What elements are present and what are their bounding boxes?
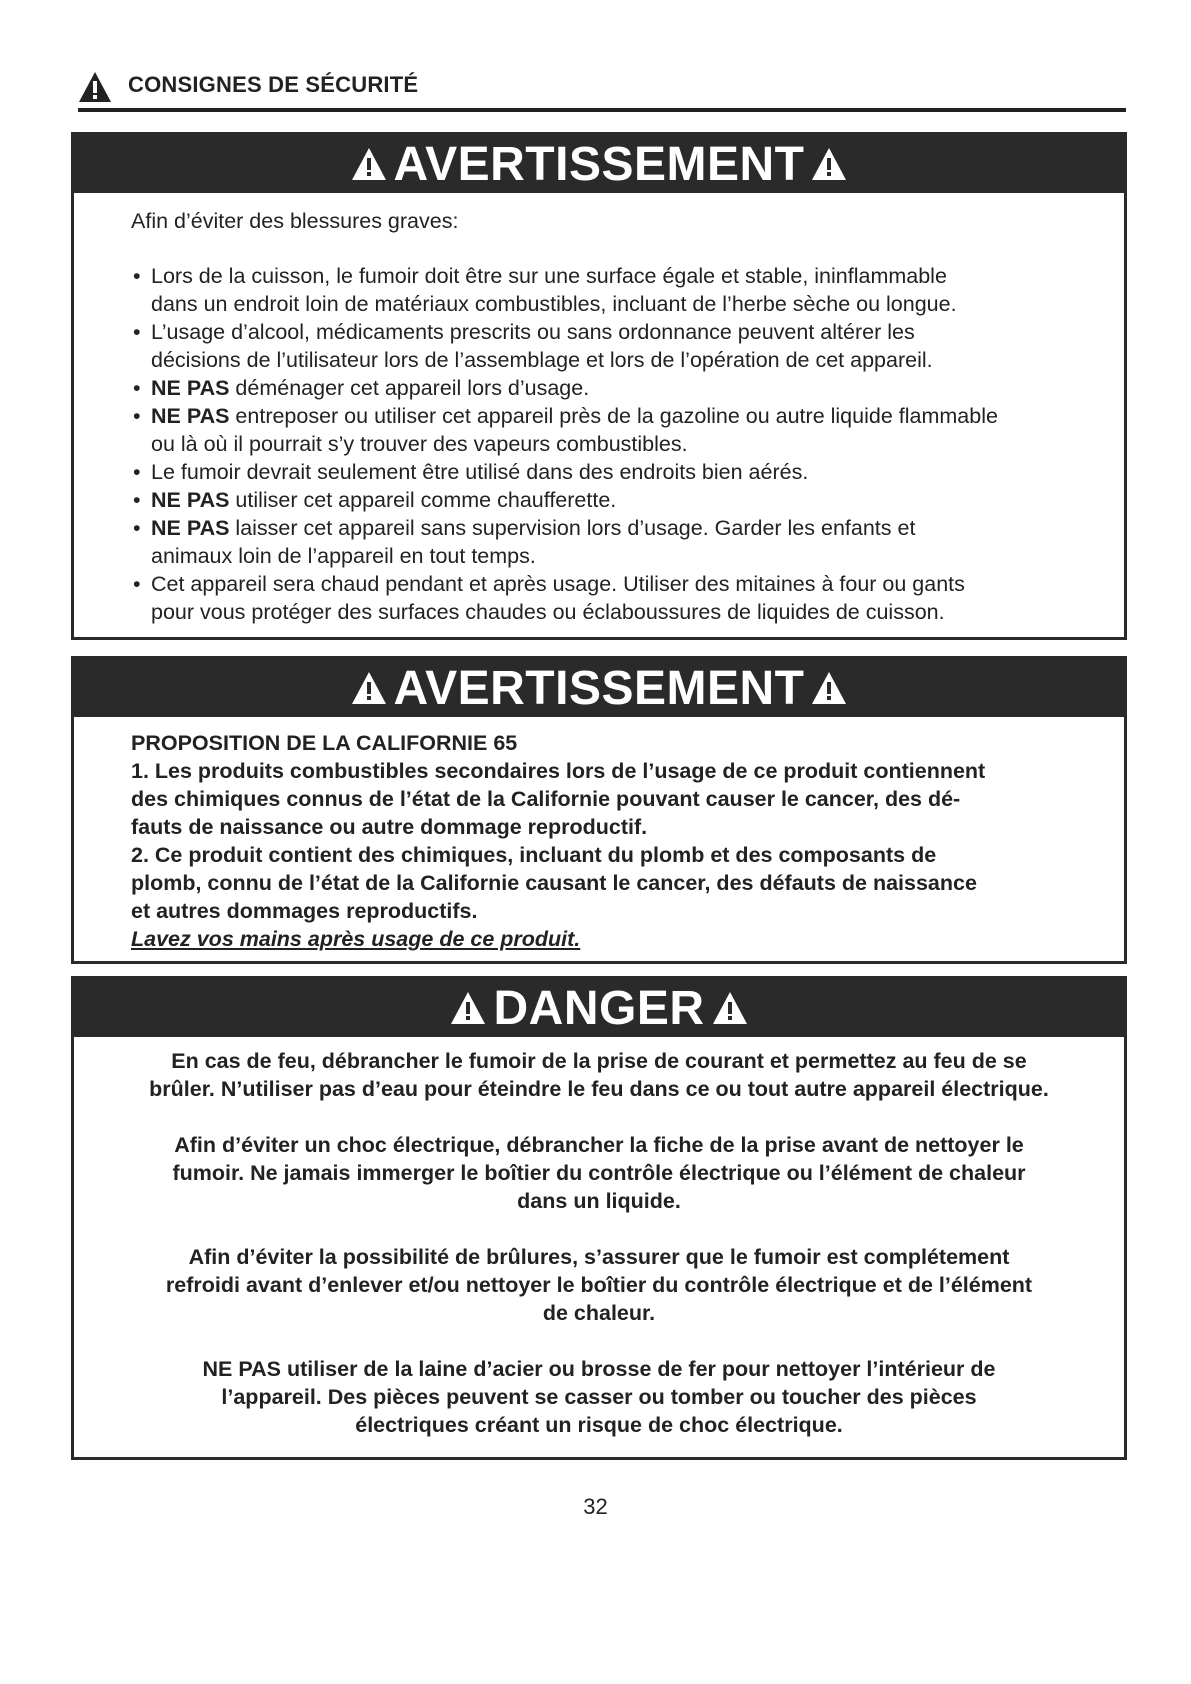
list-item: • NE PAS laisser cet appareil sans supervision lors d’usage. Garder les enfants et animaux loin de l’appareil en tout temps. xyxy=(131,514,1124,570)
prop65-line: et autres dommages reproductifs. xyxy=(131,899,478,923)
page-number: 32 xyxy=(583,1494,608,1519)
danger-paragraph: Afin d’éviter la possibilité de brûlures, s’assurer que le fumoir est complétement refroidi avant d’enlever et/ou nettoyer le boîtier du contrôle électrique et de l’élément de chaleur. xyxy=(165,1245,1033,1325)
warning-content xyxy=(74,193,1124,626)
warning-triangle-icon xyxy=(810,145,848,183)
warning-banner xyxy=(74,659,1124,717)
warning-triangle-icon xyxy=(810,669,848,707)
prop65-content xyxy=(74,717,1091,953)
warning-triangle-icon xyxy=(78,70,112,104)
danger-paragraph: NE PAS utiliser de la laine d’acier ou brosse de fer pour nettoyer l’intérieur de l’appareil. Des pièces peuvent se casser ou tomber ou toucher des pièces électriques créant un risque de choc électrique. xyxy=(202,1357,996,1437)
danger-paragraph: Afin d’éviter un choc électrique, débrancher la fiche de la prise avant de nettoyer le fumoir. Ne jamais immerger le boîtier du contrôle électrique ou l’élément de chaleur dans un liquide. xyxy=(172,1133,1026,1213)
warning-banner xyxy=(74,135,1124,193)
list-item: • L’usage d’alcool, médicaments prescrits ou sans ordonnance peuvent altérer les décisions de l’utilisateur lors de l’assemblage et lors de l’opération de cet appareil. xyxy=(131,318,1124,374)
list-item: • NE PAS entreposer ou utiliser cet appareil près de la gazoline ou autre liquide flammable ou là où il pourrait s’y trouver des vapeurs combustibles. xyxy=(131,402,1124,458)
list-item: • NE PAS utiliser cet appareil comme chaufferette. xyxy=(131,486,1124,514)
list-item: • NE PAS déménager cet appareil lors d’usage. xyxy=(131,374,1124,402)
warning-box-general xyxy=(71,132,1127,640)
list-item: • Lors de la cuisson, le fumoir doit être sur une surface égale et stable, ininflammable dans un endroit loin de matériaux combustibles, incluant de l’herbe sèche ou longue. xyxy=(131,262,1124,318)
prop65-line: 2. Ce produit contient des chimiques, incluant du plomb et des composants de xyxy=(131,843,937,867)
prop65-line: fauts de naissance ou autre dommage reproductif. xyxy=(131,815,648,839)
list-item: • Cet appareil sera chaud pendant et après usage. Utiliser des mitaines à four ou gants pour vous protéger des surfaces chaudes ou éclaboussures de liquides de cuisson. xyxy=(131,570,1124,626)
warning-intro: Afin d’éviter des blessures graves: xyxy=(131,209,459,233)
page-header xyxy=(78,66,1126,112)
banner-label: AVERTISSEMENT xyxy=(393,137,805,191)
prop65-title: PROPOSITION DE LA CALIFORNIE 65 xyxy=(131,731,518,755)
warning-triangle-icon xyxy=(449,989,487,1027)
warning-triangle-icon xyxy=(350,145,388,183)
list-item: • Le fumoir devrait seulement être utilisé dans des endroits bien aérés. xyxy=(131,458,1124,486)
prop65-line: des chimiques connus de l’état de la Californie pouvant causer le cancer, des dé- xyxy=(131,787,961,811)
warning-box-prop65 xyxy=(71,656,1127,964)
wash-hands-note: Lavez vos mains après usage de ce produit. xyxy=(131,927,581,951)
banner-label: DANGER xyxy=(493,981,705,1035)
danger-paragraph: En cas de feu, débrancher le fumoir de la prise de courant et permettez au feu de se brûler. N’utiliser pas d’eau pour éteindre le feu dans ce ou tout autre appareil électrique. xyxy=(149,1049,1049,1101)
warning-triangle-icon xyxy=(350,669,388,707)
danger-box xyxy=(71,976,1127,1460)
danger-banner xyxy=(74,979,1124,1037)
prop65-line: plomb, connu de l’état de la Californie causant le cancer, des défauts de naissance xyxy=(131,871,977,895)
warning-list xyxy=(131,262,1124,626)
page-title: CONSIGNES DE SÉCURITÉ xyxy=(128,72,419,97)
banner-label: AVERTISSEMENT xyxy=(393,661,805,715)
danger-content xyxy=(74,1037,1124,1439)
warning-triangle-icon xyxy=(711,989,749,1027)
prop65-line: 1. Les produits combustibles secondaires lors de l’usage de ce produit contiennent xyxy=(131,759,986,783)
